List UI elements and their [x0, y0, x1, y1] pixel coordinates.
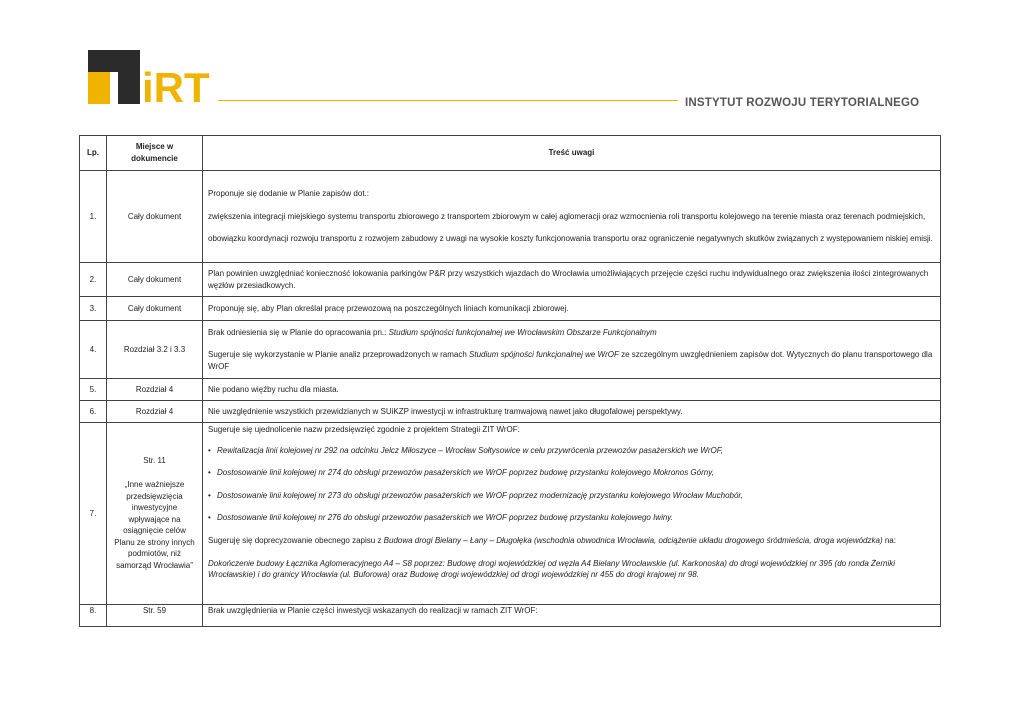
row-location: Rozdział 4 — [107, 401, 203, 423]
row-location: Str. 59 — [107, 605, 203, 627]
location-quote: „Inne ważniejsze przedsięwzięcia inwestycyjne wpływające na osiągnięcie celów Planu ze strony innych podmiotów, niż samorząd Wrocławia” — [114, 479, 195, 571]
bullet-icon: • — [208, 468, 211, 478]
row-number: 1. — [80, 171, 107, 263]
row-text: Nie podano więźby ruchu dla miasta. — [208, 384, 339, 394]
list-item-text: Rewitalizacja linii kolejowej nr 292 na odcinku Jelcz Miłoszyce – Wrocław Sołtysowice w celu przywrócenia przewozów pasażerskich we WrOF, — [217, 445, 723, 455]
row-text — [208, 327, 935, 339]
table-row — [80, 379, 941, 401]
header-content: Treść uwagi — [203, 136, 941, 171]
row-content — [203, 605, 941, 627]
remarks-table — [79, 135, 941, 627]
list-item-text: Dostosowanie linii kolejowej nr 274 do obsługi przewozów pasażerskich we WrOF poprzez budowę przystanku kolejowego Mokronos Górny, — [217, 468, 714, 478]
study-title: Studium spójności funkcjonalnej we WrOF — [469, 350, 619, 360]
row-number: 4. — [80, 321, 107, 379]
row-number: 8. — [80, 605, 107, 627]
table-row — [80, 321, 941, 379]
row-number: 2. — [80, 263, 107, 297]
page-reference: Str. 11 — [143, 456, 166, 466]
row-number: 3. — [80, 297, 107, 321]
bullet-icon: • — [208, 490, 211, 500]
row-text — [208, 558, 935, 581]
table-row — [80, 297, 941, 321]
row-content — [203, 297, 941, 321]
text-run: na: — [882, 535, 896, 545]
list-item-text: Dostosowanie linii kolejowej nr 273 do obsługi przewozów pasażerskich we WrOF poprzez modernizację przystanku kolejowego Wrocław Muchobór, — [217, 490, 743, 500]
row-content — [203, 263, 941, 297]
row-text: zwiększenia integracji miejskiego systemu transportu zbiorowego z transportem zbiorowym w całej aglomeracji oraz wzmocnienia roli transportu kolejowego na terenie miasta oraz terenach podmiejskich, — [208, 211, 926, 221]
institute-name: INSTYTUT ROZWOJU TERYTORIALNEGO — [685, 97, 920, 109]
row-content — [203, 379, 941, 401]
irt-logo-mark — [88, 50, 223, 104]
list-item — [208, 445, 935, 457]
row-text: Proponuję się, aby Plan określał pracę przewozową na poszczególnych liniach komunikacji zbiorowej. — [208, 303, 569, 313]
row-content — [203, 321, 941, 379]
list-item — [208, 490, 935, 502]
row-number: 5. — [80, 379, 107, 401]
road-name: Budowa drogi Bielany – Łany – Długołęka (wschodnia obwodnica Wrocławia, odciążenie układu drogowego śródmieścia, droga wojewódzka) — [383, 535, 883, 545]
table-row — [80, 423, 941, 605]
header-divider — [218, 100, 678, 101]
row-text: Brak uwzględnienia w Planie części inwestycji wskazanych do realizacji w ramach ZIT WrOF: — [208, 606, 538, 615]
text-run: Sugeruje się wykorzystanie w Planie analiz przeprowadzonych w ramach — [208, 350, 470, 360]
row-text — [208, 349, 935, 372]
row-text: Nie uwzględnienie wszystkich przewidzianych w SUiKZP inwestycji w infrastrukturę tramwajową nawet jako długofalowej perspektywy. — [208, 406, 683, 416]
row-text: Sugeruje się ujednolicenie nazw przedsięwzięć zgodnie z projektem Strategii ZIT WrOF: — [208, 425, 520, 434]
list-item-text: Dostosowanie linii kolejowej nr 276 do obsługi przewozów pasażerskich we WrOF poprzez budowę przystanku kolejowego Iwiny. — [217, 513, 673, 523]
logo-text: iRT — [142, 64, 210, 104]
proposed-wording: Dokończenie budowy Łącznika Aglomeracyjnego A4 – S8 poprzez: Budowę drogi wojewódzkiej od węzła A4 Bielany Wrocławskie (ul. Karkonoska) do drogi wojewódzkiej nr 395 (do ronda Żerniki Wrocławskie) i do granicy Wrocławia (ul. Buforowa) oraz Budowę drogi wojewódzkiej od drogi wojewódzkiej nr 455 do drogi krajowej nr 98. — [208, 558, 896, 580]
row-location: Cały dokument — [107, 171, 203, 263]
row-text: obowiązku koordynacji rozwoju transportu z rozwojem zabudowy z uwagi na wysokie koszty funkcjonowania transportu oraz ograniczenie negatywnych skutków związanych z występowaniem niskiej emisji. — [208, 234, 933, 244]
table-header-row — [80, 136, 941, 171]
row-content — [203, 171, 941, 263]
list-item — [208, 467, 935, 479]
row-number: 6. — [80, 401, 107, 423]
table-row — [80, 171, 941, 263]
bullet-icon: • — [208, 513, 211, 523]
table-row — [80, 605, 941, 627]
row-text — [208, 535, 935, 547]
row-location: Rozdział 3.2 i 3.3 — [107, 321, 203, 379]
row-content — [203, 423, 941, 605]
row-content — [203, 401, 941, 423]
text-run: Brak odniesienia się w Planie do opracowania pn.: — [208, 327, 389, 337]
row-location: Rozdział 4 — [107, 379, 203, 401]
row-text: Proponuje się dodanie w Planie zapisów dot.: — [208, 189, 369, 199]
bullet-icon: • — [208, 445, 211, 455]
row-location — [107, 423, 203, 605]
table-row — [80, 401, 941, 423]
row-text: Plan powinien uwzględniać konieczność lokowania parkingów P&R przy wszystkich wjazdach do Wrocławia umożliwiających przejęcie części ruchu indywidualnego oraz zwiększenia ilości zintegrowanych węzłów przesiadkowych. — [208, 268, 929, 290]
study-title: Studium spójności funkcjonalnej we Wrocławskim Obszarze Funkcjonalnym — [388, 327, 657, 337]
irt-logo — [88, 50, 223, 104]
text-run: ze szczególnym uwzględnieniem zapisów dot. Wytycznych do planu transportowego dla WrOF — [208, 350, 933, 371]
row-location: Cały dokument — [107, 263, 203, 297]
text-run: Sugeruję się doprecyzowanie obecnego zapisu z — [208, 535, 384, 545]
table-row — [80, 263, 941, 297]
row-number: 7. — [80, 423, 107, 605]
list-item — [208, 512, 935, 524]
header-lp: Lp. — [80, 136, 107, 171]
header-location: Miejsce w dokumencie — [107, 136, 203, 171]
row-location: Cały dokument — [107, 297, 203, 321]
